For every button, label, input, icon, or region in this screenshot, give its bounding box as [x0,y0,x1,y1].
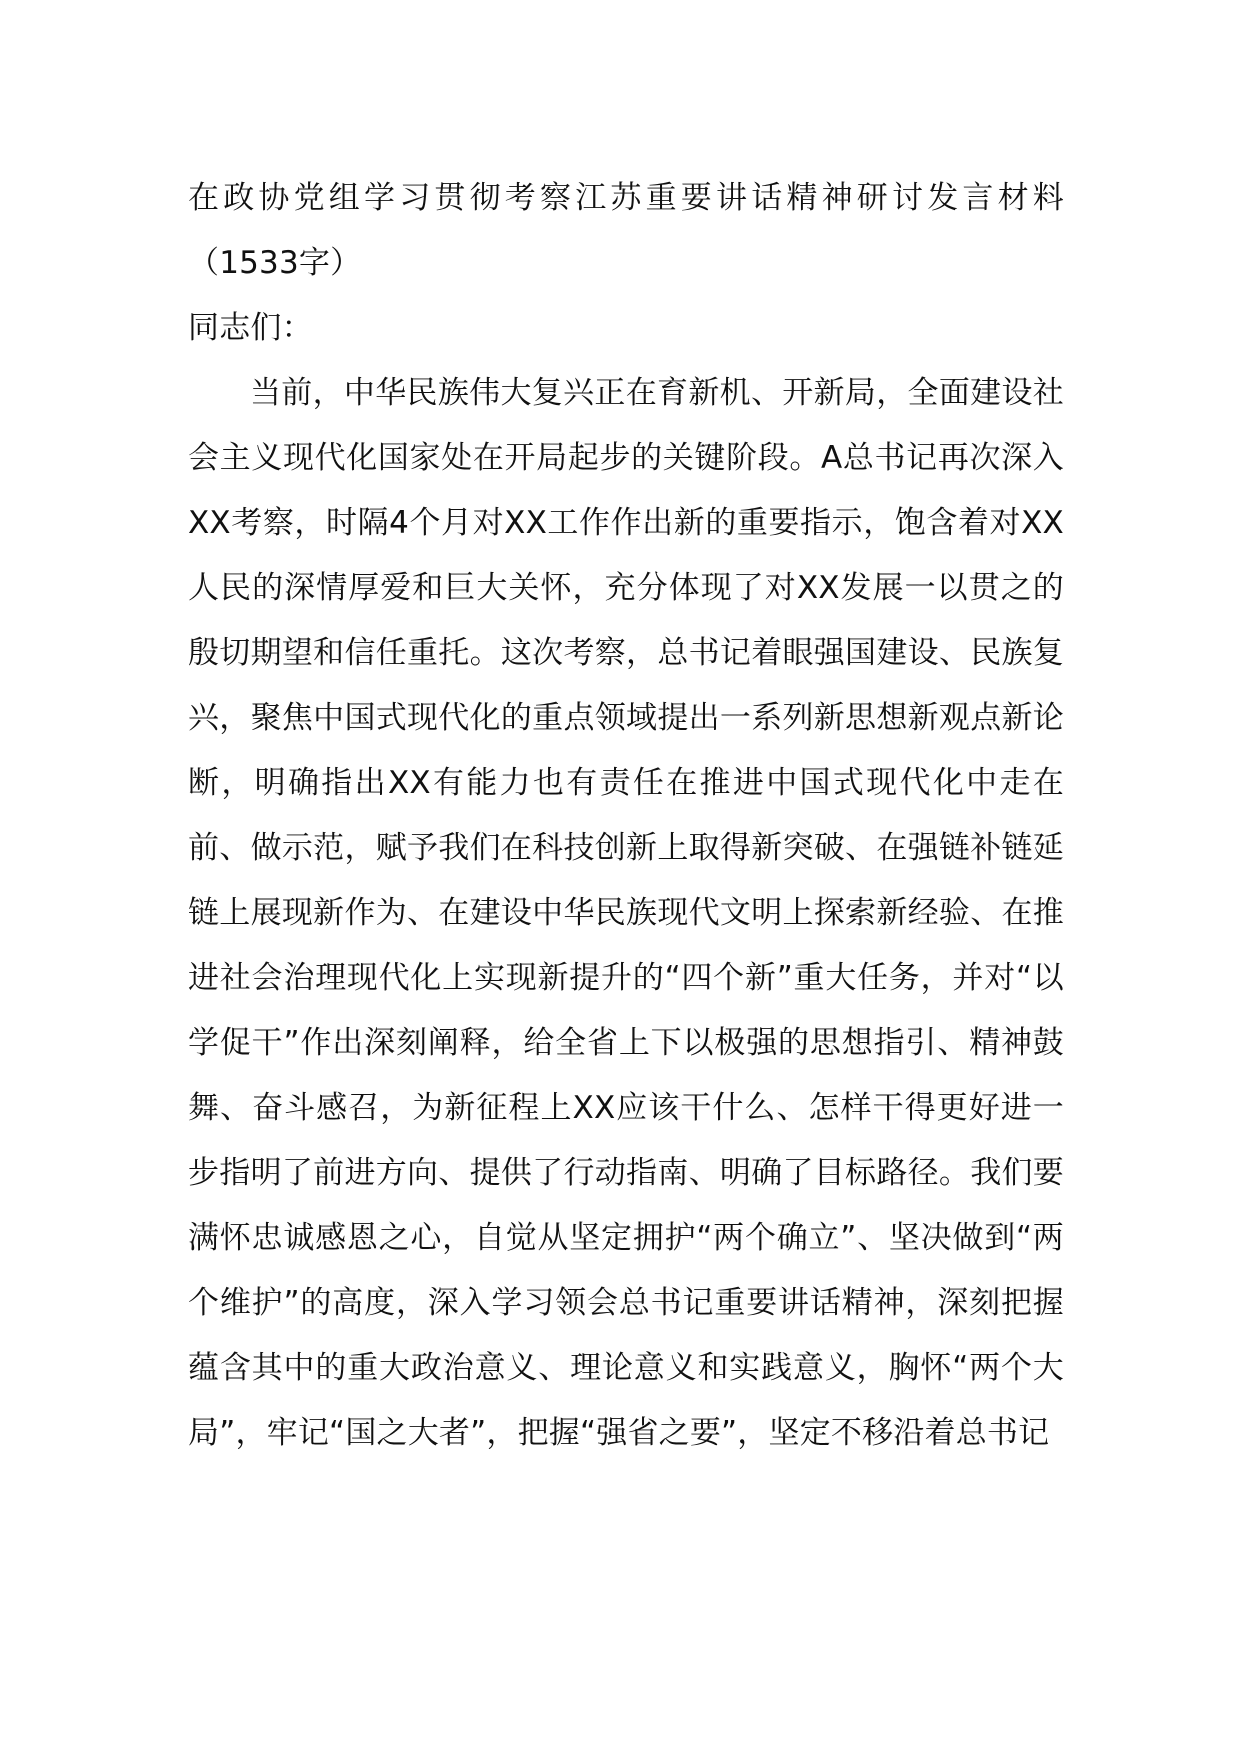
document-body [188,166,1064,1466]
salutation: 同志们： [188,310,313,346]
document-title: 在政协党组学习贯彻考察江苏重要讲话精神研讨发言材料（1533字） [188,180,1064,281]
body-paragraph: 当前，中华民族伟大复兴正在育新机、开新局，全面建设社会主义现代化国家处在开局起步的关键阶段。A总书记再次深入XX考察，时隔4个月对XX工作作出新的重要指示，饱含着对XX人民的深情厚爱和巨大关怀，充分体现了对XX发展一以贯之的殷切期望和信任重托。这次考察，总书记着眼强国建设、民族复兴，聚焦中国式现代化的重点领域提出一系列新思想新观点新论断，明确指出XX有能力也有责任在推进中国式现代化中走在前、做示范，赋予我们在科技创新上取得新突破、在强链补链延链上展现新作为、在建设中华民族现代文明上探索新经验、在推进社会治理现代化上实现新提升的“四个新”重大任务，并对“以学促干”作出深刻阐释，给全省上下以极强的思想指引、精神鼓舞、奋斗感召，为新征程上XX应该干什么、怎样干得更好进一步指明了前进方向、提供了行动指南、明确了目标路径。我们要满怀忠诚感恩之心，自觉从坚定拥护“两个确立”、坚决做到“两个维护”的高度，深入学习领会总书记重要讲话精神，深刻把握蕴含其中的重大政治意义、理论意义和实践意义，胸怀“两个大局”，牢记“国之大者”，把握“强省之要”，坚定不移沿着总书记 [188,375,1064,1451]
